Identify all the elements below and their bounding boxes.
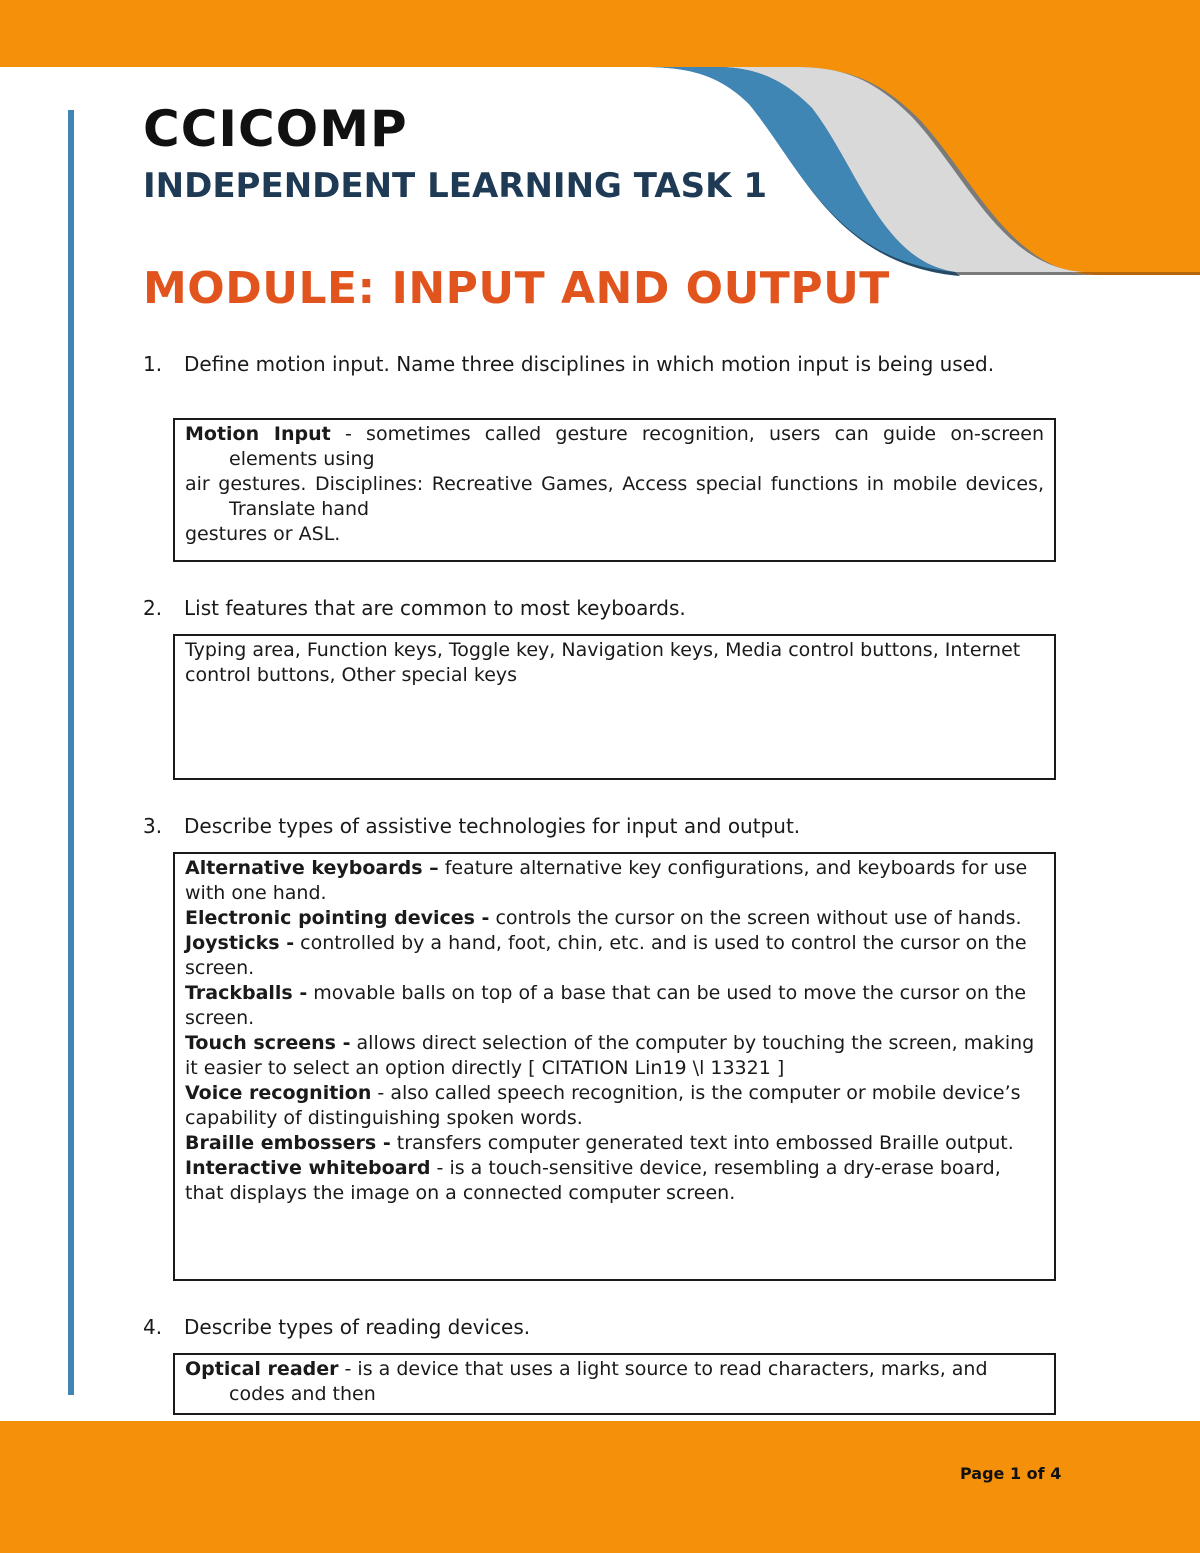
question-text: Describe types of assistive technologies for input and output. [184, 814, 801, 838]
footer-band [0, 1421, 1200, 1553]
question-number: 1. [143, 352, 163, 376]
answer-item: Alternative keyboards – feature alternative key configurations, and keyboards for use with one hand. [185, 857, 1028, 904]
answer-line: air gestures. Disciplines: Recreative Games, Access special functions in mobile devices, Translate hand [185, 473, 1044, 520]
answer-box-2 [173, 634, 1056, 780]
question-4 [143, 1313, 1013, 1341]
answer-text: Typing area, Function keys, Toggle key, Navigation keys, Media control buttons, Internet control buttons, Other special keys [185, 639, 1021, 686]
question-text: List features that are common to most keyboards. [184, 596, 686, 620]
question-number: 3. [143, 814, 163, 838]
answer-box-3 [173, 852, 1056, 1281]
answer-item: Electronic pointing devices - controls the cursor on the screen without use of hands. [185, 907, 1022, 929]
answer-item: Trackballs - movable balls on top of a base that can be used to move the cursor on the screen. [185, 982, 1027, 1029]
answer-item: Touch screens - allows direct selection of the computer by touching the screen, making it easier to select an option directly [ CITATION Lin19 \l 13321 ] [185, 1032, 1035, 1079]
question-2 [143, 594, 1013, 622]
module-heading: MODULE: INPUT AND OUTPUT [143, 263, 890, 314]
answer-item: Voice recognition - also called speech recognition, is the computer or mobile device’s capability of distinguishing spoken words. [185, 1082, 1021, 1129]
answer-box-4 [173, 1353, 1056, 1415]
answer-term: Motion Input [185, 423, 331, 445]
answer-item: Interactive whiteboard - is a touch-sensitive device, resembling a dry-erase board, that displays the image on a connected computer screen. [185, 1157, 1001, 1204]
answer-line: gestures or ASL. [185, 523, 341, 545]
answer-item: Optical reader - is a device that uses a light source to read characters, marks, and codes and then [185, 1358, 988, 1405]
question-1 [143, 350, 1013, 378]
question-text: Describe types of reading devices. [184, 1315, 531, 1339]
question-number: 2. [143, 596, 163, 620]
answer-item: Braille embossers - transfers computer generated text into embossed Braille output. [185, 1132, 1014, 1154]
document-subtitle: INDEPENDENT LEARNING TASK 1 [143, 166, 767, 206]
answer-item: Joysticks - controlled by a hand, foot, chin, etc. and is used to control the cursor on the screen. [185, 932, 1027, 979]
question-text: Define motion input. Name three disciplines in which motion input is being used. [184, 352, 995, 376]
document-title: CCICOMP [143, 100, 408, 158]
question-number: 4. [143, 1315, 163, 1339]
question-3 [143, 812, 1013, 840]
page-number: Page 1 of 4 [960, 1464, 1062, 1483]
answer-line: Motion Input - sometimes called gesture recognition, users can guide on-screen elements using [185, 423, 1045, 470]
answer-box-1 [173, 418, 1056, 562]
left-accent-bar [68, 110, 74, 1395]
